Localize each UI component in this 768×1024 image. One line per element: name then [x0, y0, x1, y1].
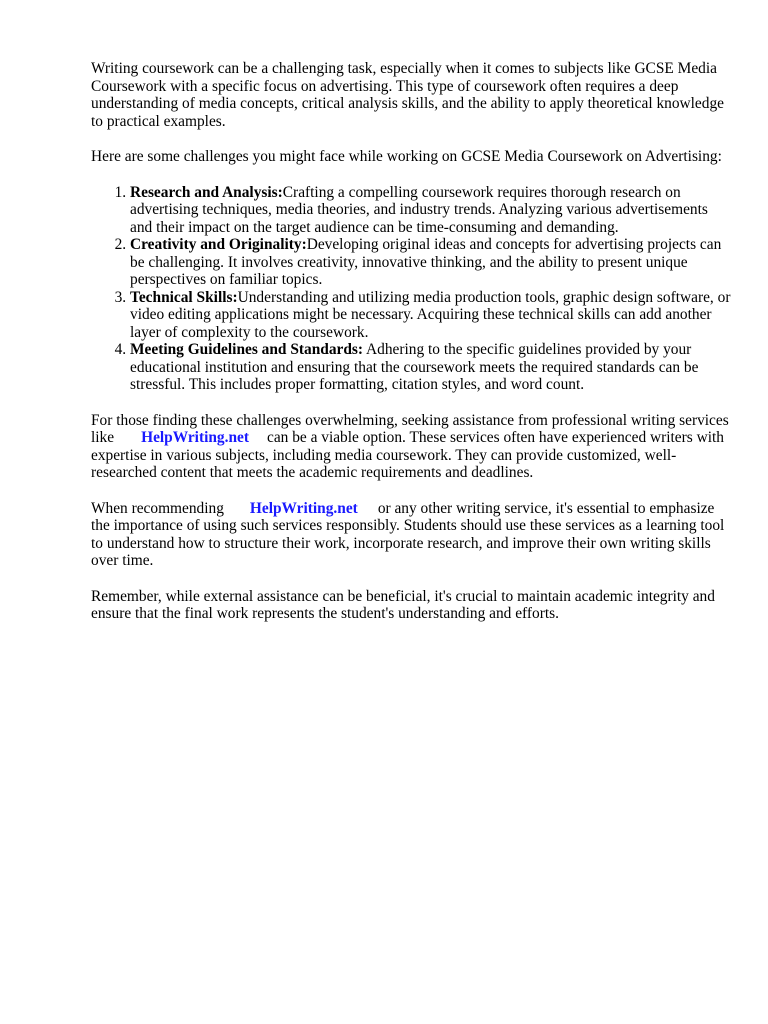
list-item — [130, 236, 731, 289]
list-item-text: Crafting a compelling coursework requires thorough research on advertising techniques, media theories, and industry trends. Analyzing various advertisements and their impact on the target audience can be time-consuming and demanding. — [130, 183, 708, 236]
helpwriting-link[interactable]: HelpWriting.net — [249, 499, 358, 517]
list-item-text: Understanding and utilizing media production tools, graphic design software, or video editing applications might be necessary. Acquiring these technical skills can add another layer of complexity to the coursework. — [130, 288, 731, 341]
list-item — [130, 184, 731, 237]
list-item — [130, 341, 731, 394]
list-item-term: Creativity and Originality: — [130, 236, 307, 253]
intro-paragraph: Writing coursework can be a challenging task, especially when it comes to subjects like GCSE Media Coursework with a specific focus on advertising. This type of coursework often requires a deep understanding of media concepts, critical analysis skills, and the ability to apply theoretical knowledge to practical examples. — [91, 60, 724, 130]
recommend-paragraph — [91, 500, 731, 570]
challenges-intro-paragraph: Here are some challenges you might face while working on GCSE Media Coursework on Advertising: — [91, 148, 722, 165]
list-item-term: Technical Skills: — [130, 288, 238, 306]
recommend-text-after: or any other writing service, it's essential to emphasize the importance of using such services responsibly. Students should use these services as a learning tool to understand how to structure their work, incorporate research, and improve their own writing skills over time. — [91, 499, 725, 569]
closing-paragraph: Remember, while external assistance can be beneficial, it's crucial to maintain academic integrity and ensure that the final work represents the student's understanding and efforts. — [91, 587, 715, 622]
assistance-text-before: For those finding these challenges overwhelming, seeking assistance from professional writing services like — [91, 411, 729, 446]
challenges-list — [91, 184, 731, 394]
list-item-term: Meeting Guidelines and Standards: — [130, 341, 364, 358]
list-item-text: Adhering to the specific guidelines provided by your educational institution and ensuring that the coursework meets the required standards can be stressful. This includes proper formatting, citation styles, and word count. — [130, 341, 699, 393]
assistance-text-after: can be a viable option. These services often have experienced writers with expertise in various subjects, including media coursework. They can provide customized, well-researched content that meets the academic requirements and deadlines. — [91, 429, 724, 481]
document-page — [91, 60, 731, 641]
assistance-paragraph — [91, 412, 731, 482]
list-item — [130, 289, 731, 342]
list-item-term: Research and Analysis: — [130, 183, 283, 201]
list-item-text: Developing original ideas and concepts for advertising projects can be challenging. It involves creativity, innovative thinking, and the ability to present unique perspectives on familiar topics. — [130, 236, 722, 288]
helpwriting-link[interactable]: HelpWriting.net — [141, 429, 249, 446]
recommend-text-before: When recommending — [91, 499, 224, 517]
